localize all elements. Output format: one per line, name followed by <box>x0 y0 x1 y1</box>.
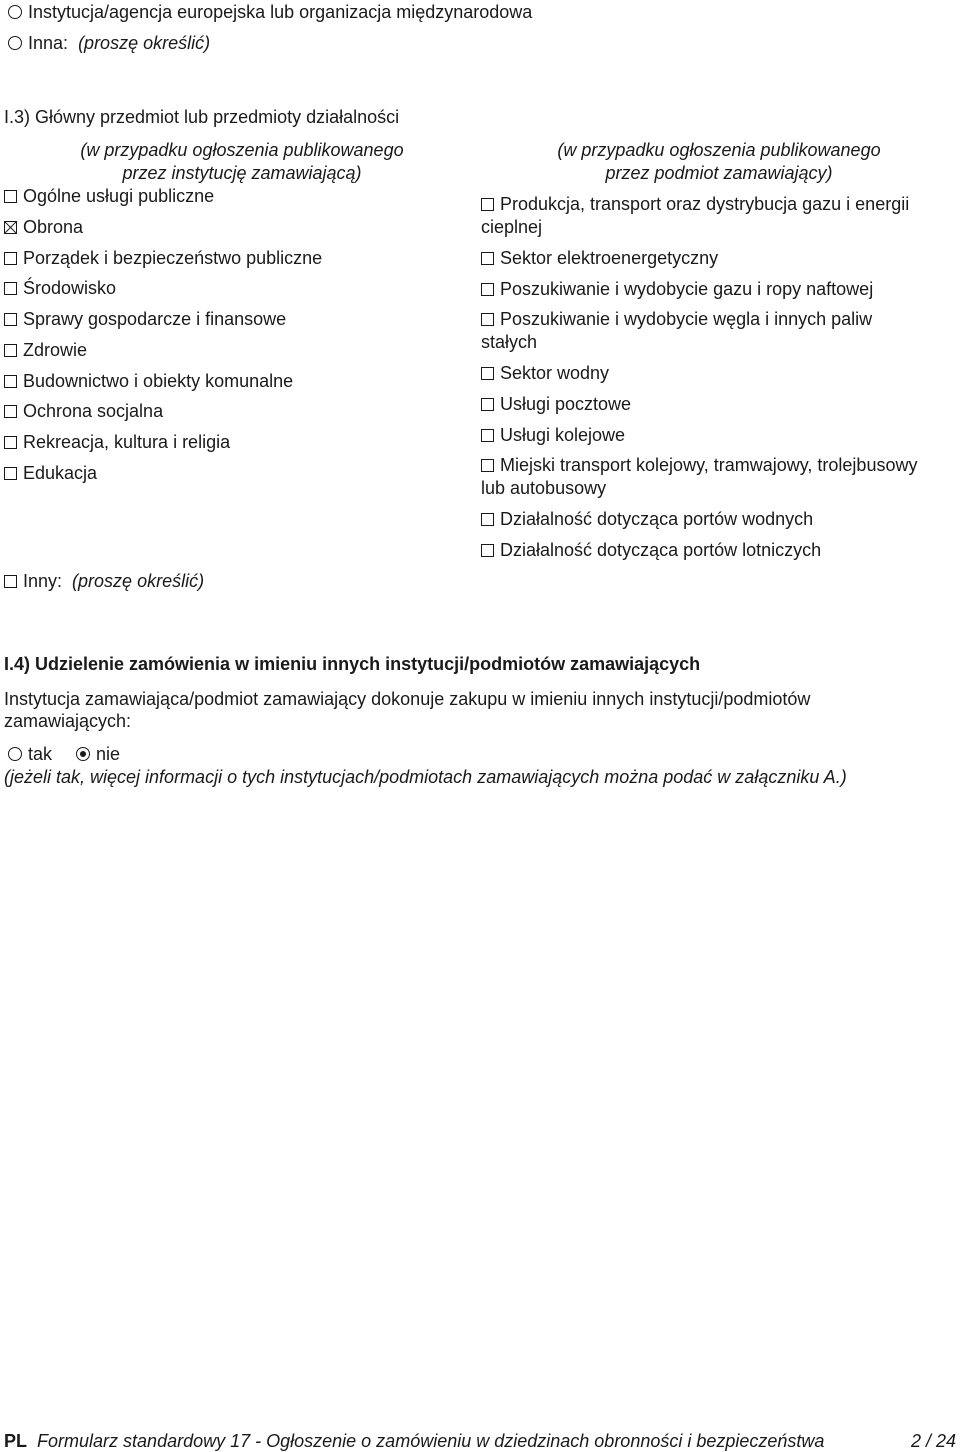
checkbox-icon[interactable] <box>481 283 494 296</box>
checkbox-icon[interactable] <box>481 198 494 211</box>
section-i4-note: (jeżeli tak, więcej informacji o tych instytucjach/podmiotach zamawiających można podać w załączniku A.) <box>4 767 847 787</box>
checkbox-item[interactable]: Edukacja <box>4 462 97 484</box>
checkbox-item[interactable]: Obrona <box>4 216 83 238</box>
checkbox-icon[interactable] <box>4 575 17 588</box>
checkbox-icon[interactable] <box>4 282 17 295</box>
checkbox-icon[interactable] <box>4 405 17 418</box>
checkbox-item[interactable]: Działalność dotycząca portów wodnych <box>481 508 813 531</box>
section-i3-heading: I.3) Główny przedmiot lub przedmioty działalności <box>4 107 400 127</box>
checkbox-checked-icon[interactable] <box>4 221 17 234</box>
checkbox-icon[interactable] <box>4 190 17 203</box>
checkbox-item[interactable]: Sprawy gospodarcze i finansowe <box>4 308 286 330</box>
radio-icon[interactable] <box>8 36 22 50</box>
checkbox-item[interactable]: Poszukiwanie i wydobycie węgla i innych paliw stałych <box>481 309 873 352</box>
checkbox-item[interactable]: Produkcja, transport oraz dystrybucja gazu i energii cieplnej <box>481 194 910 237</box>
right-column-note: (w przypadku ogłoszenia publikowanego przez podmiot zamawiający) <box>557 140 881 183</box>
checkbox-item-other[interactable]: Inny: (proszę określić) <box>4 570 204 592</box>
left-column-note: (w przypadku ogłoszenia publikowanego przez instytucję zamawiającą) <box>80 140 404 183</box>
radio-icon[interactable] <box>8 5 22 19</box>
checkbox-item[interactable]: Usługi pocztowe <box>481 393 631 416</box>
checkbox-icon[interactable] <box>4 252 17 265</box>
footer-page-number: 2 / 24 <box>910 1431 956 1451</box>
checkbox-icon[interactable] <box>481 544 494 557</box>
checkbox-item[interactable]: Zdrowie <box>4 339 87 361</box>
option-yes[interactable]: tak <box>8 744 52 764</box>
option-no[interactable]: nie <box>76 744 120 764</box>
checkbox-item[interactable]: Usługi kolejowe <box>481 424 625 447</box>
org-option-other[interactable]: Inna: (proszę określić) <box>8 32 210 54</box>
checkbox-item[interactable]: Porządek i bezpieczeństwo publiczne <box>4 247 322 269</box>
checkbox-item[interactable]: Ogólne usługi publiczne <box>4 185 214 207</box>
checkbox-icon[interactable] <box>481 513 494 526</box>
radio-selected-icon[interactable] <box>76 747 90 761</box>
checkbox-icon[interactable] <box>481 252 494 265</box>
checkbox-icon[interactable] <box>481 367 494 380</box>
footer-title: Formularz standardowy 17 - Ogłoszenie o zamówieniu w dziedzinach obronności i bezpieczeństwa <box>37 1431 825 1451</box>
checkbox-item[interactable]: Ochrona socjalna <box>4 400 163 422</box>
checkbox-item[interactable]: Sektor elektroenergetyczny <box>481 247 718 270</box>
delegation-options <box>8 743 120 765</box>
checkbox-icon[interactable] <box>4 375 17 388</box>
checkbox-item[interactable]: Miejski transport kolejowy, tramwajowy, trolejbusowy lub autobusowy <box>481 455 918 498</box>
checkbox-item[interactable]: Działalność dotycząca portów lotniczych <box>481 539 821 562</box>
radio-icon[interactable] <box>8 747 22 761</box>
checkbox-icon[interactable] <box>481 459 494 472</box>
footer <box>4 1430 824 1452</box>
checkbox-icon[interactable] <box>481 313 494 326</box>
checkbox-icon[interactable] <box>481 429 494 442</box>
checkbox-item[interactable]: Budownictwo i obiekty komunalne <box>4 370 293 392</box>
checkbox-icon[interactable] <box>4 436 17 449</box>
checkbox-icon[interactable] <box>4 344 17 357</box>
checkbox-icon[interactable] <box>4 467 17 480</box>
section-i4-heading: I.4) Udzielenie zamówienia w imieniu innych instytucji/podmiotów zamawiających <box>4 654 701 674</box>
checkbox-item[interactable]: Rekreacja, kultura i religia <box>4 431 230 453</box>
checkbox-item[interactable]: Sektor wodny <box>481 362 609 385</box>
checkbox-item[interactable]: Środowisko <box>4 277 116 299</box>
checkbox-item[interactable]: Poszukiwanie i wydobycie gazu i ropy naftowej <box>481 278 873 301</box>
org-option-eu-institution[interactable]: Instytucja/agencja europejska lub organizacja międzynarodowa <box>8 1 532 23</box>
section-i4-text: Instytucja zamawiająca/podmiot zamawiający dokonuje zakupu w imieniu innych instytucji/podmiotów zamawiających: <box>4 689 811 731</box>
checkbox-icon[interactable] <box>481 398 494 411</box>
checkbox-icon[interactable] <box>4 313 17 326</box>
footer-lang: PL <box>4 1431 28 1451</box>
